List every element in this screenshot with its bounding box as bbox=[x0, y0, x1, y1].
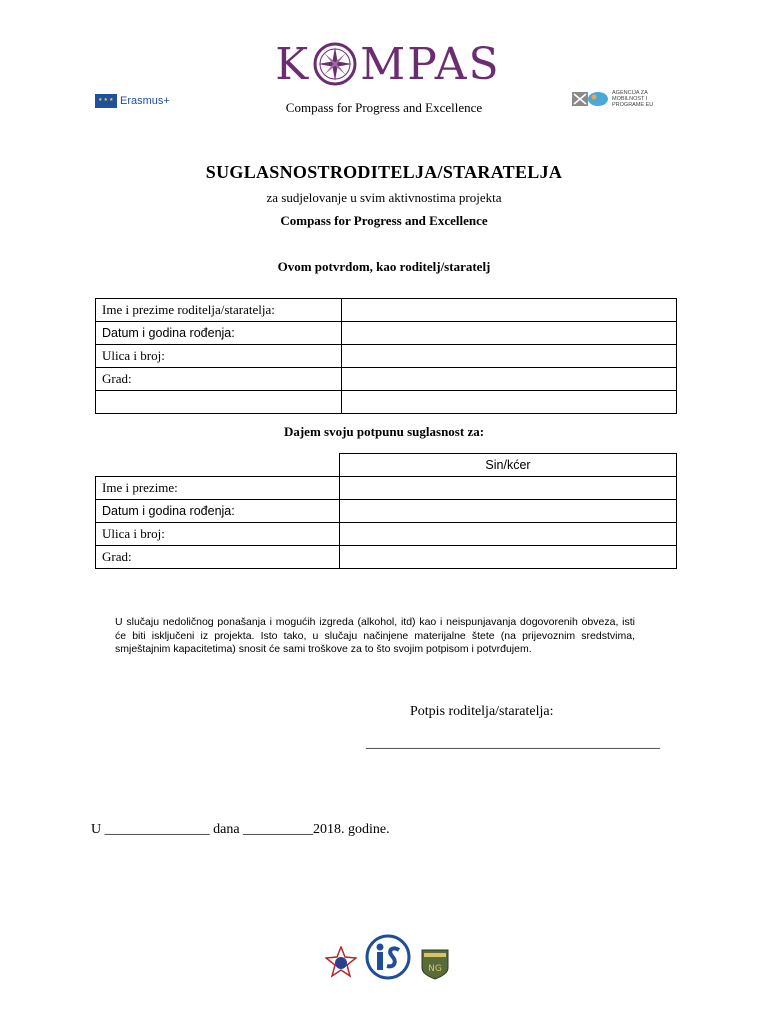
place-date-line[interactable]: U _______________ dana __________2018. godine. bbox=[91, 822, 390, 837]
parent-info-table bbox=[95, 298, 677, 414]
logo-text-right: MPAS bbox=[360, 38, 501, 90]
table-row bbox=[96, 299, 677, 322]
table-row bbox=[96, 322, 677, 345]
document-subtitle: za sudjelovanje u svim aktivnostima projekta bbox=[266, 190, 502, 205]
parent-extra-field[interactable] bbox=[342, 391, 677, 414]
table-row bbox=[96, 546, 677, 569]
table-row bbox=[96, 477, 677, 500]
parent-birthdate-label: Datum i godina rođenja: bbox=[96, 322, 342, 345]
svg-text:NG: NG bbox=[428, 964, 442, 974]
child-city-label: Grad: bbox=[96, 546, 340, 569]
parent-name-field[interactable] bbox=[342, 299, 677, 322]
parent-extra-label bbox=[96, 391, 342, 414]
child-header-spacer bbox=[96, 454, 340, 477]
erasmus-logo bbox=[95, 92, 185, 110]
table-row bbox=[96, 368, 677, 391]
parent-birthdate-field[interactable] bbox=[342, 322, 677, 345]
footer-logos bbox=[325, 934, 450, 984]
child-street-label: Ulica i broj: bbox=[96, 523, 340, 546]
parent-city-label: Grad: bbox=[96, 368, 342, 391]
signature-line[interactable]: __________________________________________ bbox=[366, 736, 660, 751]
agency-icon bbox=[570, 88, 610, 112]
conditions-paragraph: U slučaju nedoličnog ponašanja i mogućih izgreda (alkohol, itd) kao i neispunjavanja dogovorenih obveza, isti će biti isključeni iz projekta. Isto tako, u slučaju načinjene materijalne štete (na prijevoznim sredstvima, smještajnim kapacitetima) snosit će sami troškove za to što svojim potpisom i potvrđujem. bbox=[115, 616, 635, 655]
confirmation-heading: Ovom potvrdom, kao roditelj/staratelj bbox=[277, 259, 491, 274]
logo-text-left: K bbox=[275, 38, 311, 90]
parent-city-field[interactable] bbox=[342, 368, 677, 391]
consent-heading: Dajem svoju potpunu suglasnost za: bbox=[283, 424, 485, 439]
child-street-field[interactable] bbox=[340, 523, 677, 546]
table-row bbox=[96, 345, 677, 368]
project-name: Compass for Progress and Excellence bbox=[280, 213, 488, 228]
document-title: SUGLASNOSTRODITELJA/STARATELJA bbox=[205, 162, 563, 182]
child-name-label: Ime i prezime: bbox=[96, 477, 340, 500]
erasmus-label: Erasmus+ bbox=[120, 95, 170, 107]
ng-badge-icon bbox=[420, 948, 450, 980]
agency-logo bbox=[570, 88, 670, 112]
parent-name-label: Ime i prezime roditelja/staratelja: bbox=[96, 299, 342, 322]
table-row bbox=[96, 391, 677, 414]
is-logo-icon bbox=[365, 934, 411, 980]
eu-flag-icon bbox=[95, 94, 117, 108]
table-row bbox=[96, 500, 677, 523]
header-subtitle: Compass for Progress and Excellence bbox=[285, 100, 483, 115]
compass-icon bbox=[312, 41, 358, 87]
child-name-field[interactable] bbox=[340, 477, 677, 500]
table-row bbox=[96, 454, 677, 477]
child-city-field[interactable] bbox=[340, 546, 677, 569]
child-header: Sin/kćer bbox=[340, 454, 677, 477]
child-info-table bbox=[95, 453, 677, 569]
child-birthdate-field[interactable] bbox=[340, 500, 677, 523]
kompas-logo bbox=[258, 36, 518, 92]
child-birthdate-label: Datum i godina rođenja: bbox=[96, 500, 340, 523]
parent-street-field[interactable] bbox=[342, 345, 677, 368]
signature-label: Potpis roditelja/staratelja: bbox=[410, 704, 554, 719]
school-emblem-icon bbox=[325, 946, 357, 978]
table-row bbox=[96, 523, 677, 546]
parent-street-label: Ulica i broj: bbox=[96, 345, 342, 368]
agency-label: AGENCIJA ZA MOBILNOST I PROGRAME EU bbox=[612, 90, 654, 108]
